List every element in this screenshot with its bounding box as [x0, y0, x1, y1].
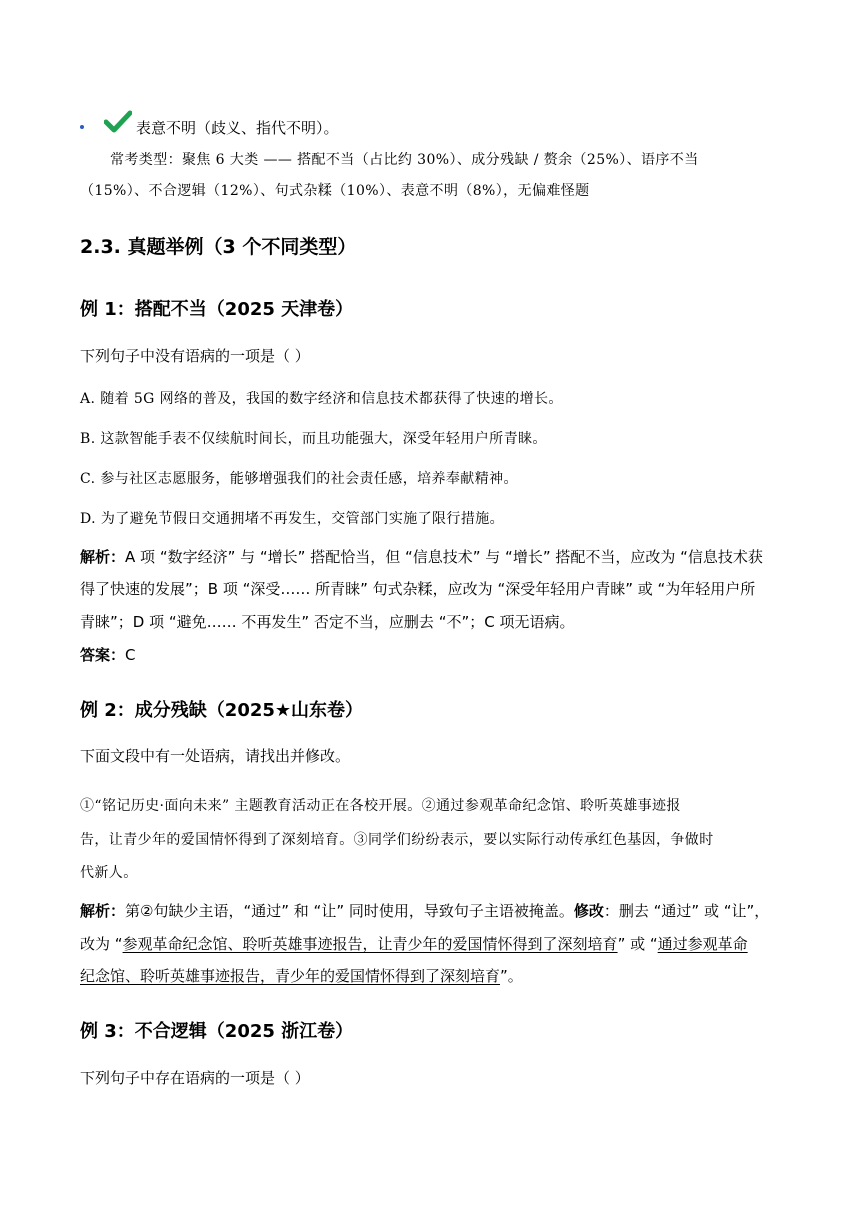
example2-passage-line-1: ①“铭记历史·面向未来” 主题教育活动正在各校开展。②通过参观革命纪念馆、聆听英雄事迹报 [80, 798, 681, 814]
check-icon [104, 110, 132, 134]
example2-analysis-line-3 [80, 965, 523, 986]
example1-answer [80, 644, 136, 665]
answer-label: 答案： [80, 646, 126, 664]
list-bullet [80, 125, 84, 129]
analysis-text: 第②句缺少主语，“通过” 和 “让” 同时使用，导致句子主语被掩盖。 [125, 902, 574, 920]
summary-line-1: 常考类型：聚焦 6 大类 —— 搭配不当（占比约 30%）、成分残缺 / 赘余（25%）、语序不当 [110, 152, 699, 168]
example2-passage-line-2: 告，让青少年的爱国情怀得到了深刻培育。③同学们纷纷表示，要以实际行动传承红色基因，争做时 [80, 832, 714, 848]
example1-title: 例 1：搭配不当（2025 天津卷） [80, 299, 354, 320]
revision-b-part-1: 通过参观革命 [657, 935, 748, 953]
example2-title: 例 2：成分残缺（2025★山东卷） [80, 700, 364, 721]
example2-question: 下面文段中有一处语病，请找出并修改。 [80, 747, 351, 765]
quote-open: 改为 “ [80, 935, 123, 953]
fix-label: 修改 [573, 902, 604, 920]
analysis-label: 解析： [80, 548, 126, 566]
analysis-label: 解析： [80, 902, 126, 920]
example3-title: 例 3：不合逻辑（2025 浙江卷） [80, 1021, 354, 1042]
fix-text: ：删去 “通过” 或 “让”， [603, 902, 770, 920]
example1-option-a: A. 随着 5G 网络的普及，我国的数字经济和信息技术都获得了快速的增长。 [80, 391, 563, 407]
answer-value: C [125, 646, 136, 664]
example2-analysis-line-2 [80, 933, 748, 954]
example1-option-d: D. 为了避免节假日交通拥堵不再发生，交管部门实施了限行措施。 [80, 511, 505, 527]
example2-passage-line-3: 代新人。 [80, 865, 138, 881]
quote-close: ”。 [500, 967, 523, 985]
analysis-text: A 项 “数字经济” 与 “增长” 搭配恰当，但 “信息技术” 与 “增长” 搭配不当，应改为 “信息技术获 [125, 548, 763, 566]
example3-question: 下列句子中存在语病的一项是（ ） [80, 1069, 310, 1087]
connector-text: ” 或 “ [617, 935, 658, 953]
bullet-text: 表意不明（歧义、指代不明）。 [136, 119, 339, 137]
example1-analysis-line-3: 青睐”；D 项 “避免…… 不再发生” 否定不当，应删去 “不”；C 项无语病。 [80, 613, 575, 631]
example1-option-c: C. 参与社区志愿服务，能够增强我们的社会责任感，培养奉献精神。 [80, 471, 518, 487]
example2-analysis-line-1 [80, 900, 769, 921]
example1-option-b: B. 这款智能手表不仅续航时间长，而且功能强大，深受年轻用户所青睐。 [80, 431, 547, 447]
example1-question: 下列句子中没有语病的一项是（ ） [80, 347, 310, 365]
example1-analysis-line-1 [80, 546, 763, 567]
summary-line-2: （15%）、不合逻辑（12%）、句式杂糅（10%）、表意不明（8%），无偏难怪题 [80, 183, 590, 199]
example1-analysis-line-2: 得了快速的发展”；B 项 “深受…… 所青睐” 句式杂糅，应改为 “深受年轻用户青睐” 或 “为年轻用户所 [80, 580, 756, 598]
section-heading: 2.3. 真题举例（3 个不同类型） [80, 236, 357, 258]
revision-a: 参观革命纪念馆、聆听英雄事迹报告，让青少年的爱国情怀得到了深刻培育 [122, 935, 618, 953]
revision-b-part-2: 纪念馆、聆听英雄事迹报告，青少年的爱国情怀得到了深刻培育 [80, 967, 501, 985]
